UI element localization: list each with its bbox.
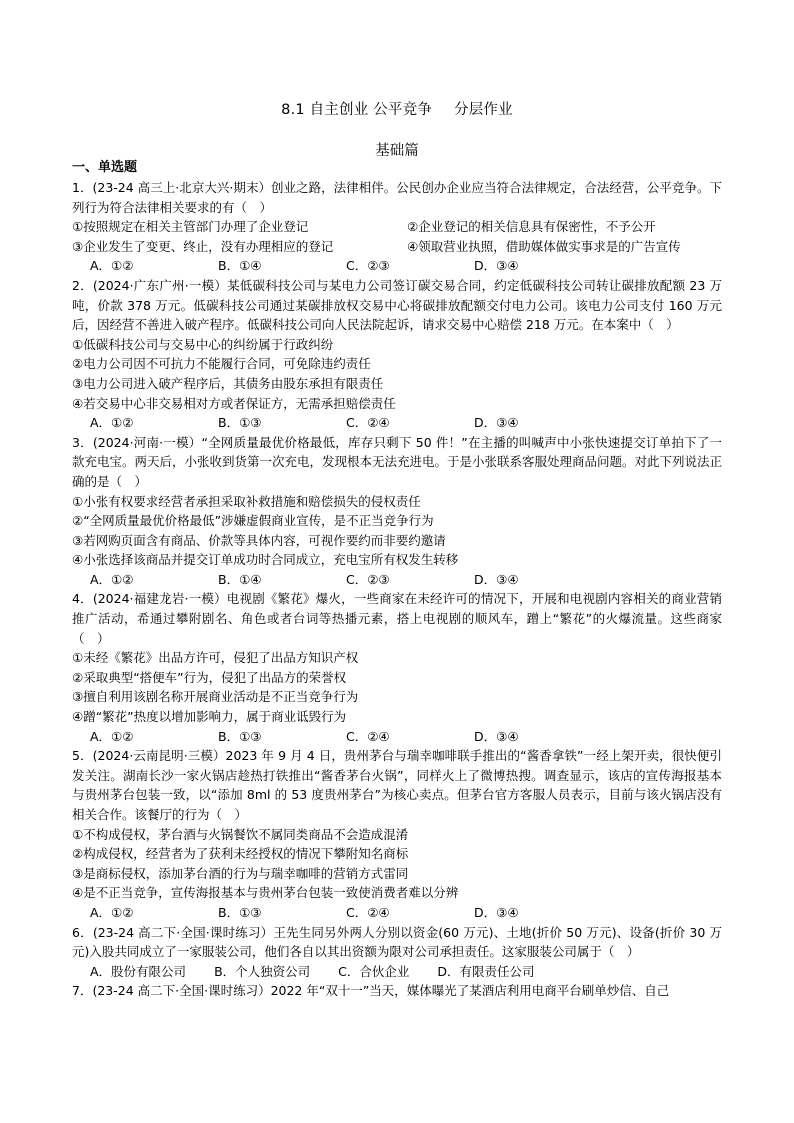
question-stem: 5．(2024·云南昆明·三模）2023 年 9 月 4 日，贵州茅台与瑞幸咖啡联手推出的“酱香拿铁”一经上架开卖，很快便引发关注。湖南长沙一家火锅店趁热打铁推出“酱香茅台火锅”，同样火上了微博热搜。调查显示，该店的宣传海报基本与贵州茅台包装一致，以“添加 8ml 的 53 度贵州茅台”为核心卖点。但茅台官方客服人员表示，目前与该火锅店没有相关合作。该餐厅的行为（ ） xyxy=(72,748,722,822)
answer-options xyxy=(72,962,722,982)
option-a: A．①② xyxy=(90,904,134,920)
option-a: A．①② xyxy=(90,728,134,744)
statement-item: ③电力公司进入破产程序后，其债务由股东承担有限责任 xyxy=(72,375,384,391)
option-b: B．①③ xyxy=(218,728,262,744)
statement-item: ④领取营业执照，借助媒体做实事求是的广告宣传 xyxy=(407,238,681,254)
answer-options xyxy=(72,903,722,923)
answer-options xyxy=(72,256,722,276)
answer-options xyxy=(72,727,722,747)
option-c: C．②③ xyxy=(346,571,390,587)
question-list xyxy=(72,158,722,1001)
answer-options xyxy=(72,570,722,590)
statement-item: ③企业发生了变更、终止，没有办理相应的登记 xyxy=(72,238,334,254)
option-c: C．②③ xyxy=(346,258,390,274)
statement-item: ②电力公司因不可抗力不能履行合同，可免除违约责任 xyxy=(72,356,371,372)
statement-item: ③若网购页面含有商品、价款等具体内容，可视作要约而非要约邀请 xyxy=(72,532,446,548)
option-b: B．①③ xyxy=(218,415,262,431)
question-stem: 7．(23-24 高二下·全国·课时练习）2022 年“双十一”当天，媒体曝光了某酒店利用电商平台刷单炒信、自己 xyxy=(72,983,670,999)
option-c: C．②④ xyxy=(346,415,390,431)
option-a: A．①② xyxy=(90,415,134,431)
question-3 xyxy=(72,433,722,590)
statement-item: ④小张选择该商品并提交订单成功时合同成立，充电宝所有权发生转移 xyxy=(72,552,459,568)
question-stem: 3．(2024·河南·一模）“全网质量最优价格最低，库存只剩下 50 件！”在主播的叫喊声中小张快速提交订单拍下了一款充电宝。两天后，小张收到货第一次充电，发现根本无法充进电。于是小张联系客服处理商品问题。对此下列说法正确的是（ ） xyxy=(72,434,723,489)
option-b: B．①④ xyxy=(218,571,262,587)
statement-item: ①未经《繁花》出品方许可，侵犯了出品方知识产权 xyxy=(72,650,359,666)
statement-item: ③是商标侵权，添加茅台酒的行为与瑞幸咖啡的营销方式雷同 xyxy=(72,865,409,881)
statement-item: ②采取典型“搭便车”行为，侵犯了出品方的荣誉权 xyxy=(72,669,347,685)
statement-item: ④蹭“繁花”热度以增加影响力，属于商业诋毁行为 xyxy=(72,709,347,725)
question-stem: 2．(2024·广东广州·一模）某低碳科技公司与某电力公司签订碳交易合同，约定低碳科技公司转让碳排放配额 23 万吨，价款 378 万元。低碳科技公司通过某碳排放权交易中心将碳排放配额交付电力公司。该电力公司支付 160 万元后，因经营不善进入破产程序。低碳科技公司向人民法院起诉，请求交易中心赔偿 218 万元。在本案中（ ） xyxy=(72,277,722,333)
option-d: D．③④ xyxy=(474,415,519,431)
question-1 xyxy=(72,178,722,276)
option-d: D．③④ xyxy=(474,904,519,920)
title-suffix: 分层作业 xyxy=(454,102,513,118)
statement-item: ①低碳科技公司与交易中心的纠纷属于行政纠纷 xyxy=(72,336,334,352)
statement-item: ①小张有权要求经营者承担采取补救措施和赔偿损失的侵权责任 xyxy=(72,493,421,509)
option-b: B．①③ xyxy=(218,904,262,920)
option-d: D．③④ xyxy=(474,571,519,587)
statement-item: ②构成侵权，经营者为了获利未经授权的情况下攀附知名商标 xyxy=(72,846,409,862)
option-c: C．②④ xyxy=(346,904,390,920)
question-stem: 1．(23-24 高三上·北京大兴·期末）创业之路，法律相伴。公民创办企业应当符合法律规定，合法经营，公平竞争。下列行为符合法律相关要求的有（ ） xyxy=(72,180,722,215)
statement-item: ②企业登记的相关信息具有保密性，不予公开 xyxy=(407,219,656,235)
question-7 xyxy=(72,981,722,1001)
option-d: D．有限责任公司 xyxy=(437,963,535,979)
option-a: A．①② xyxy=(90,258,134,274)
statement-item: ①不构成侵权，茅台酒与火锅餐饮不属同类商品不会造成混淆 xyxy=(72,826,409,842)
option-c: C．②④ xyxy=(346,728,390,744)
option-c: C．合伙企业 xyxy=(338,963,410,979)
option-a: A．股份有限公司 xyxy=(90,963,187,979)
question-5 xyxy=(72,746,722,922)
title-main: 8.1 自主创业 公平竞争 xyxy=(281,102,433,118)
option-b: B．个人独资公司 xyxy=(214,963,311,979)
statement-item: ①按照规定在相关主管部门办理了企业登记 xyxy=(72,219,309,235)
question-stem: 6．(23-24 高二下·全国·课时练习）王先生同另外两人分别以资金(60 万元)、土地(折价 50 万元)、设备(折价 30 万元)入股共同成立了一家服装公司，他们各自以其出资额为限对公司承担责任。这家服装公司属于（ ） xyxy=(72,924,722,960)
statement-item: ④若交易中心非交易相对方或者保证方，无需承担赔偿责任 xyxy=(72,395,396,411)
option-a: A．①② xyxy=(90,571,134,587)
question-4 xyxy=(72,589,722,746)
statement-item: ④是不正当竞争，宣传海报基本与贵州茅台包装一致使消费者难以分辨 xyxy=(72,885,459,901)
option-d: D．③④ xyxy=(474,728,519,744)
option-b: B．①④ xyxy=(218,258,262,274)
statement-row xyxy=(72,237,722,257)
statement-item: ②“全网质量最优价格最低”涉嫌虚假商业宣传，是不正当竞争行为 xyxy=(72,513,434,529)
statement-item: ③擅自利用该剧名称开展商业活动是不正当竞争行为 xyxy=(72,689,359,705)
section-level-title: 基础篇 xyxy=(375,143,419,159)
section-heading: 一、单选题 xyxy=(72,160,138,175)
question-6 xyxy=(72,923,722,982)
page-title xyxy=(0,98,794,119)
question-stem: 4．(2024·福建龙岩·一模）电视剧《繁花》爆火，一些商家在未经许可的情况下，开展和电视剧内容相关的商业营销推广活动，希通过攀附剧名、角色或者台词等热播元素，搭上电视剧的顺风车，蹭上“繁花”的火爆流量。这些商家（ ） xyxy=(72,591,722,646)
answer-options xyxy=(72,413,722,433)
option-d: D．③④ xyxy=(474,258,519,274)
statement-row xyxy=(72,217,722,237)
question-2 xyxy=(72,276,722,433)
